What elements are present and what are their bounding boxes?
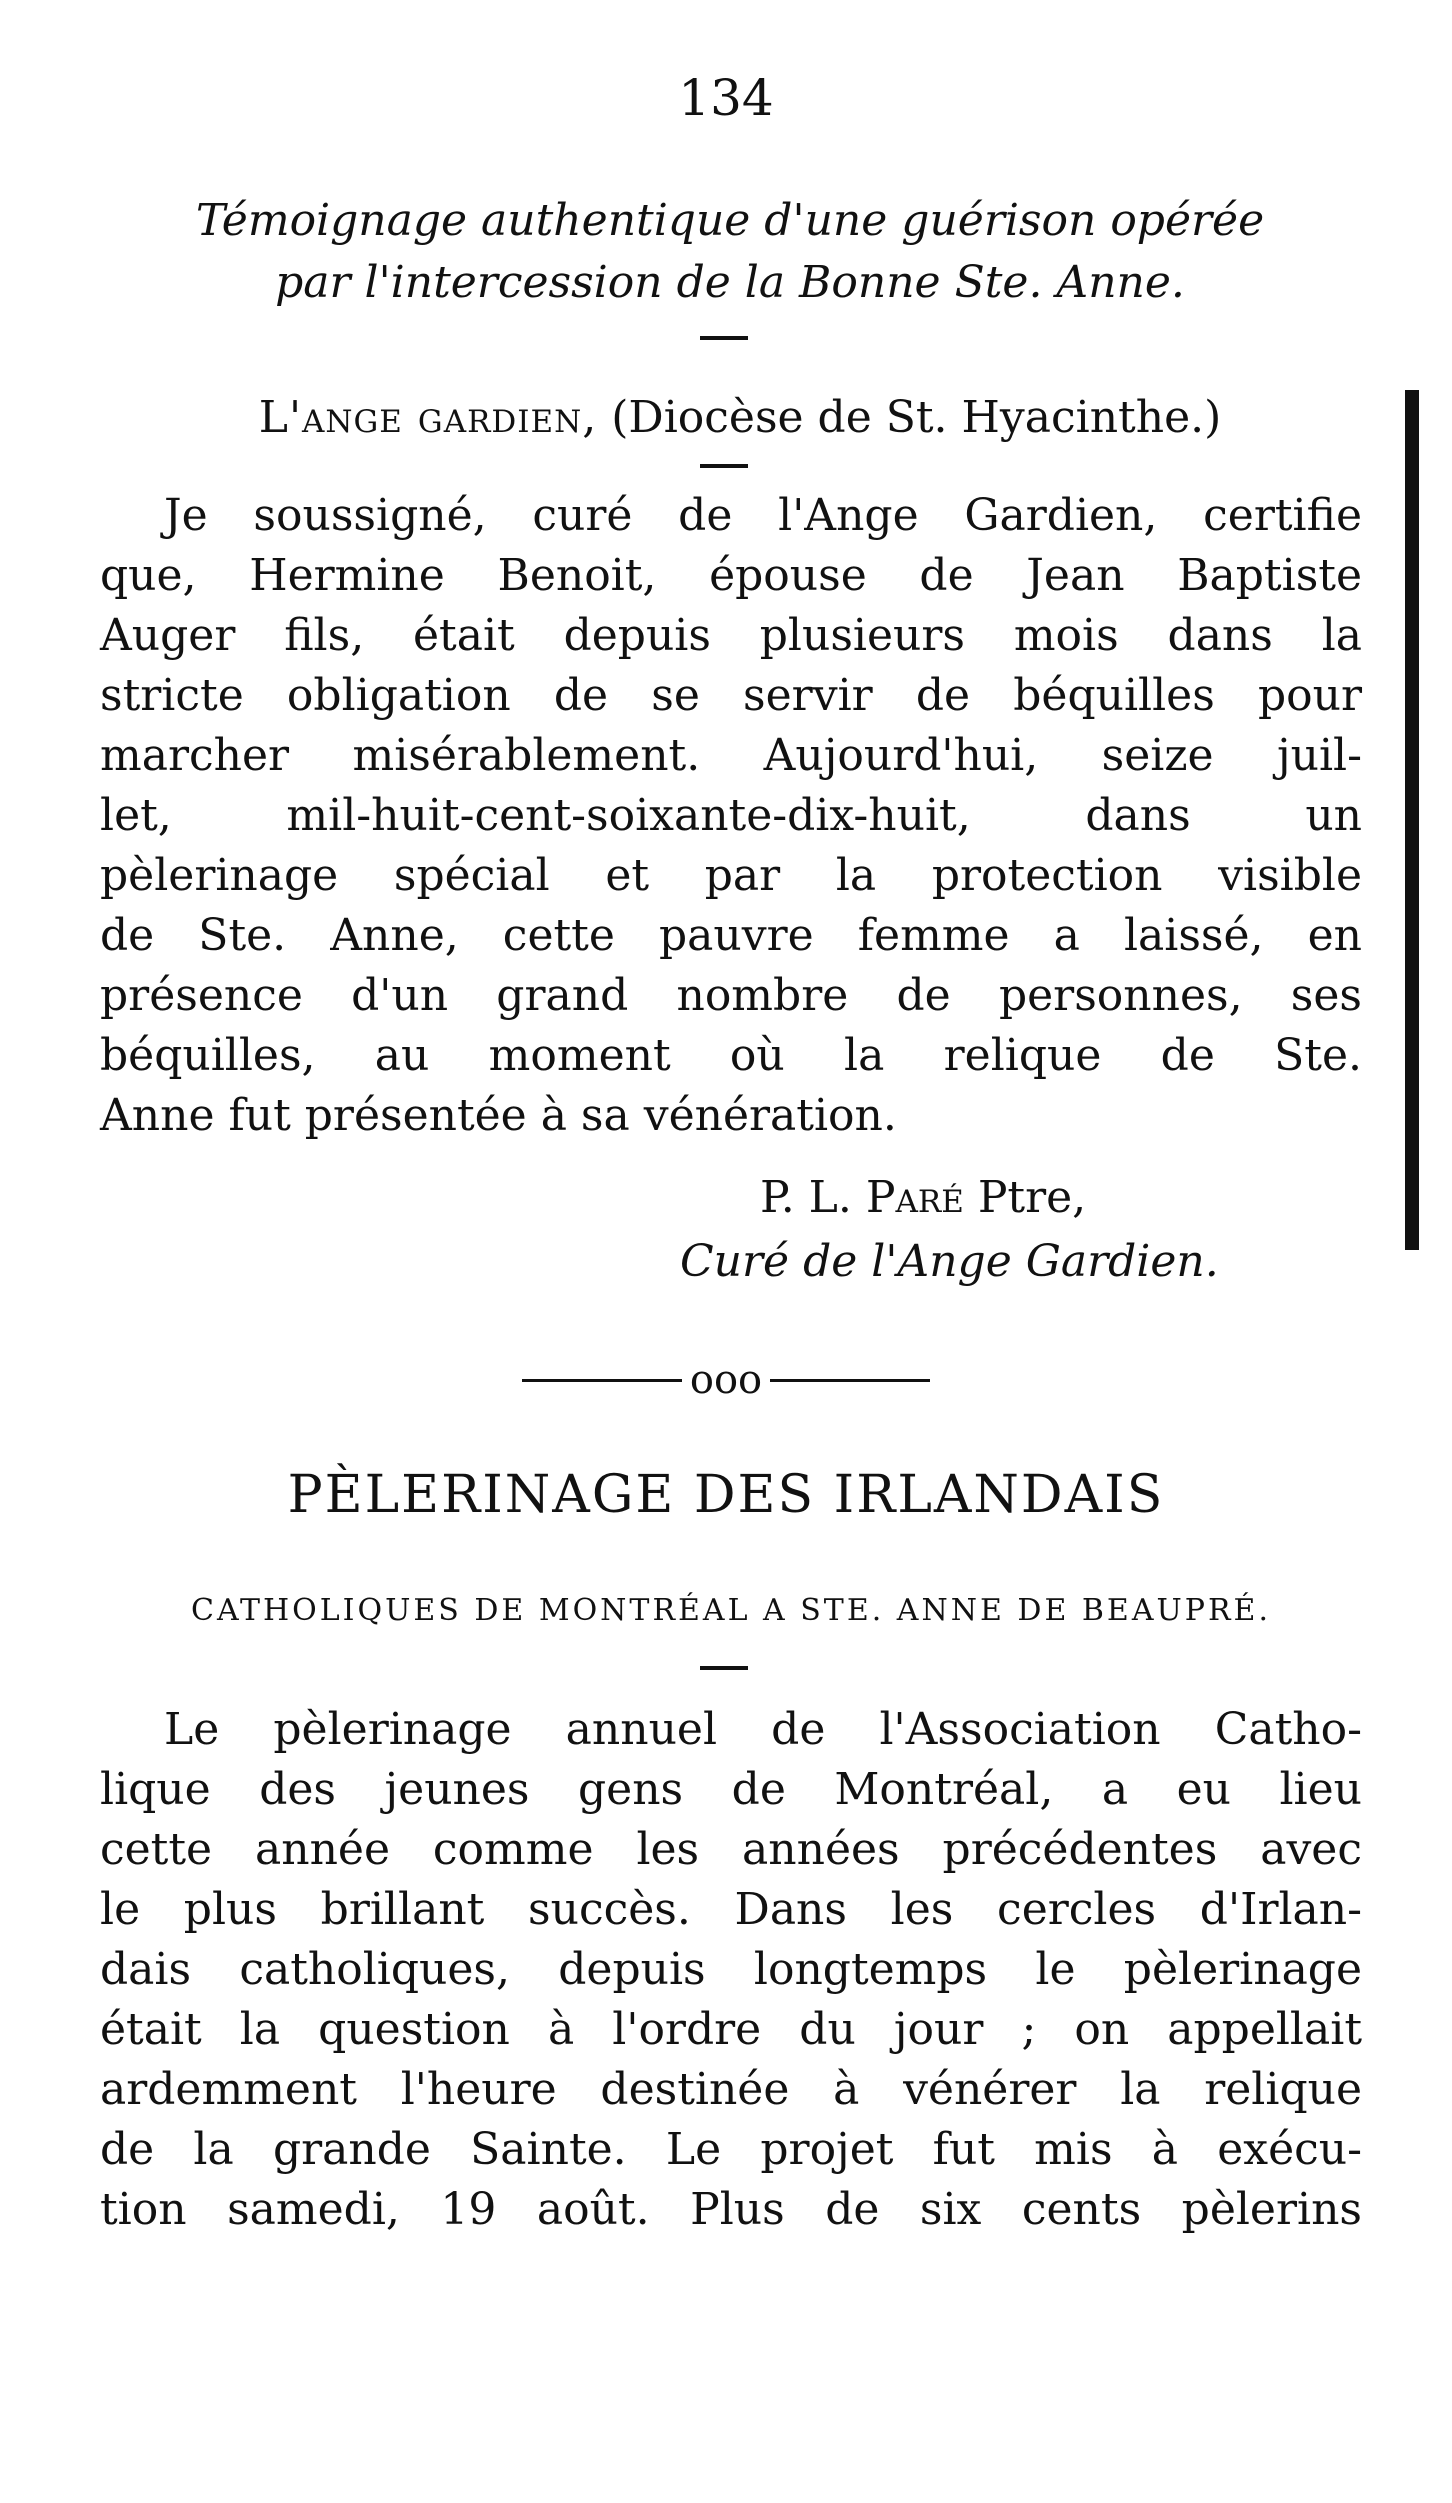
location-line <box>120 388 1360 448</box>
testimony-line: stricte obligation de se servir de béquilles pour <box>100 670 1362 721</box>
margin-bar <box>1405 390 1419 1250</box>
testimony-title <box>100 190 1360 314</box>
testimony-line: de Ste. Anne, cette pauvre femme a laissé, en <box>100 910 1362 961</box>
pilgrimage-line: dais catholiques, depuis longtemps le pèlerinage <box>100 1944 1362 1995</box>
testimony-line: béquilles, au moment où la relique de Ste. <box>100 1030 1362 1081</box>
pilgrimage-line: le plus brillant succès. Dans les cercles d'Irlan- <box>100 1884 1362 1935</box>
signature-name: Paré <box>865 1172 964 1223</box>
signature-initials: P. L. <box>760 1172 866 1223</box>
testimony-line: marcher misérablement. Aujourd'hui, seize juil- <box>100 730 1362 781</box>
testimony-line: Anne fut présentée à sa vénération. <box>100 1090 897 1141</box>
pilgrimage-line: tion samedi, 19 août. Plus de six cents pèlerins <box>100 2184 1362 2235</box>
testimony-title-line-2: par l'intercession de la Bonne Ste. Anne. <box>275 257 1185 308</box>
pilgrimage-line: ardemment l'heure destinée à vénérer la relique <box>100 2064 1362 2115</box>
testimony-line: présence d'un grand nombre de personnes, ses <box>100 970 1362 1021</box>
pilgrimage-line: lique des jeunes gens de Montréal, a eu lieu <box>100 1764 1362 1815</box>
short-rule-3 <box>700 1666 748 1670</box>
divider-dash-left <box>522 1379 682 1382</box>
section-divider <box>506 1350 946 1410</box>
short-rule-2 <box>700 464 748 468</box>
testimony-line: pèlerinage spécial et par la protection visible <box>100 850 1362 901</box>
section-subheading: CATHOLIQUES DE MONTRÉAL A STE. ANNE DE BEAUPRÉ. <box>191 1593 1271 1628</box>
signature-title: Ptre, <box>963 1172 1087 1223</box>
page-number: 134 <box>678 69 774 127</box>
pilgrimage-line: cette année comme les années précédentes avec <box>100 1824 1362 1875</box>
pilgrimage-body <box>100 1700 1362 2240</box>
section-heading: PÈLERINAGE DES IRLANDAIS <box>287 1465 1165 1525</box>
testimony-line: que, Hermine Benoit, épouse de Jean Baptiste <box>100 550 1362 601</box>
signature <box>760 1168 1086 1228</box>
pilgrimage-line: de la grande Sainte. Le projet fut mis à exécu- <box>100 2124 1362 2175</box>
testimony-line: let, mil-huit-cent-soixante-dix-huit, dans un <box>100 790 1362 841</box>
pilgrimage-line: Le pèlerinage annuel de l'Association Catho- <box>164 1704 1362 1755</box>
testimony-title-line-1: Témoignage authentique d'une guérison opérée <box>195 195 1265 246</box>
testimony-line: Auger fils, était depuis plusieurs mois dans la <box>100 610 1362 661</box>
testimony-line: Je soussigné, curé de l'Ange Gardien, certifie <box>164 490 1362 541</box>
testimony-body <box>100 486 1362 1146</box>
location-diocese: (Diocèse de St. Hyacinthe.) <box>597 392 1222 443</box>
divider-mark: ooo <box>689 1357 763 1403</box>
signature-place: Curé de l'Ange Gardien. <box>680 1236 1219 1287</box>
pilgrimage-line: était la question à l'ordre du jour ; on appellait <box>100 2004 1362 2055</box>
short-rule-1 <box>700 336 748 340</box>
location-parish: L'ange gardien, <box>258 392 598 443</box>
divider-dash-right <box>770 1379 930 1382</box>
